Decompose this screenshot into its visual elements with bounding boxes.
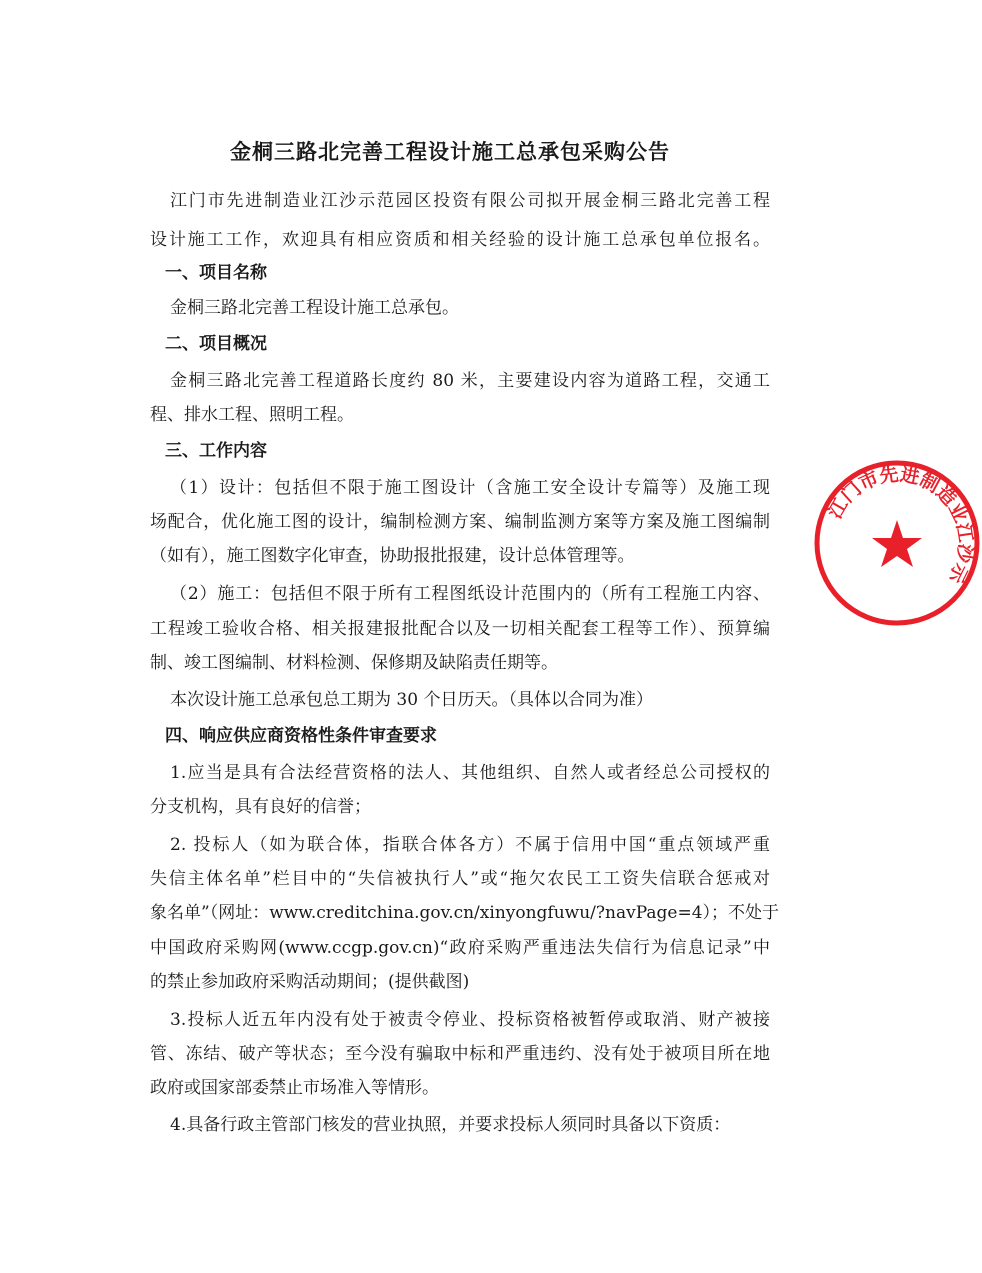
- section3-design-line-2: 场配合，优化施工图的设计，编制检测方案、编制监测方案等方案及施工图编制: [150, 512, 770, 532]
- intro-line-2: 设计施工工作，欢迎具有相应资质和相关经验的设计施工总承包单位报名。: [150, 230, 770, 250]
- section1-text: 金桐三路北完善工程设计施工总承包。: [170, 298, 459, 318]
- section4-item2-line-1: 2. 投标人（如为联合体，指联合体各方）不属于信用中国“重点领域严重: [170, 835, 770, 855]
- section3-design-line-1: （1）设计：包括但不限于施工图设计（含施工安全设计专篇等）及施工现: [170, 478, 770, 498]
- seal-text: 江门市先进制造业江沙示: [824, 463, 977, 587]
- section4-item4: 4.具备行政主管部门核发的营业执照，并要求投标人须同时具备以下资质：: [170, 1115, 731, 1135]
- document-title: 金桐三路北完善工程设计施工总承包采购公告: [230, 139, 670, 164]
- section2-heading: 二、项目概况: [165, 334, 267, 354]
- section2-line-1: 金桐三路北完善工程道路长度约 80 米，主要建设内容为道路工程，交通工: [170, 371, 770, 391]
- section4-item1-line-1: 1.应当是具有合法经营资格的法人、其他组织、自然人或者经总公司授权的: [170, 763, 770, 783]
- intro-line-1: 江门市先进制造业江沙示范园区投资有限公司拟开展金桐三路北完善工程: [170, 191, 770, 211]
- section3-heading: 三、工作内容: [165, 441, 267, 461]
- section2-line-2: 程、排水工程、照明工程。: [150, 405, 354, 425]
- section4-heading: 四、响应供应商资格性条件审查要求: [165, 726, 437, 746]
- section4-item2-line-5: 的禁止参加政府采购活动期间；(提供截图): [150, 972, 470, 992]
- section4-item3-line-3: 政府或国家部委禁止市场准入等情形。: [150, 1078, 439, 1098]
- section3-construction-line-3: 制、竣工图编制、材料检测、保修期及缺陷责任期等。: [150, 653, 558, 673]
- section4-item1-line-2: 分支机构，具有良好的信誉；: [150, 797, 371, 817]
- seal-star-icon: [872, 520, 922, 567]
- section4-item3-line-2: 管、冻结、破产等状态；至今没有骗取中标和严重违约、没有处于被项目所在地: [150, 1044, 770, 1064]
- section3-construction-line-1: （2）施工：包括但不限于所有工程图纸设计范围内的（所有工程施工内容、: [170, 584, 770, 604]
- section3-construction-line-2: 工程竣工验收合格、相关报建报批配合以及一切相关配套工程等工作）、预算编: [150, 619, 770, 639]
- section4-item2-line-4: 中国政府采购网(www.ccgp.gov.cn)“政府采购严重违法失信行为信息记录”中: [150, 938, 770, 958]
- section1-heading: 一、项目名称: [165, 263, 267, 283]
- section4-item2-line-2: 失信主体名单”栏目中的“失信被执行人”或“拖欠农民工工资失信联合惩戒对: [150, 869, 770, 889]
- section3-duration: 本次设计施工总承包总工期为 30 个日历天。（具体以合同为准）: [170, 690, 653, 710]
- section4-item2-line-3: 象名单”（网址：www.creditchina.gov.cn/xinyongfuwu/?navPage=4）；不处于: [150, 903, 780, 923]
- section3-design-line-3: （如有），施工图数字化审查，协助报批报建，设计总体管理等。: [150, 546, 635, 566]
- company-seal-stamp: [812, 458, 982, 628]
- section4-item3-line-1: 3.投标人近五年内没有处于被责令停业、投标资格被暂停或取消、财产被接: [170, 1010, 770, 1030]
